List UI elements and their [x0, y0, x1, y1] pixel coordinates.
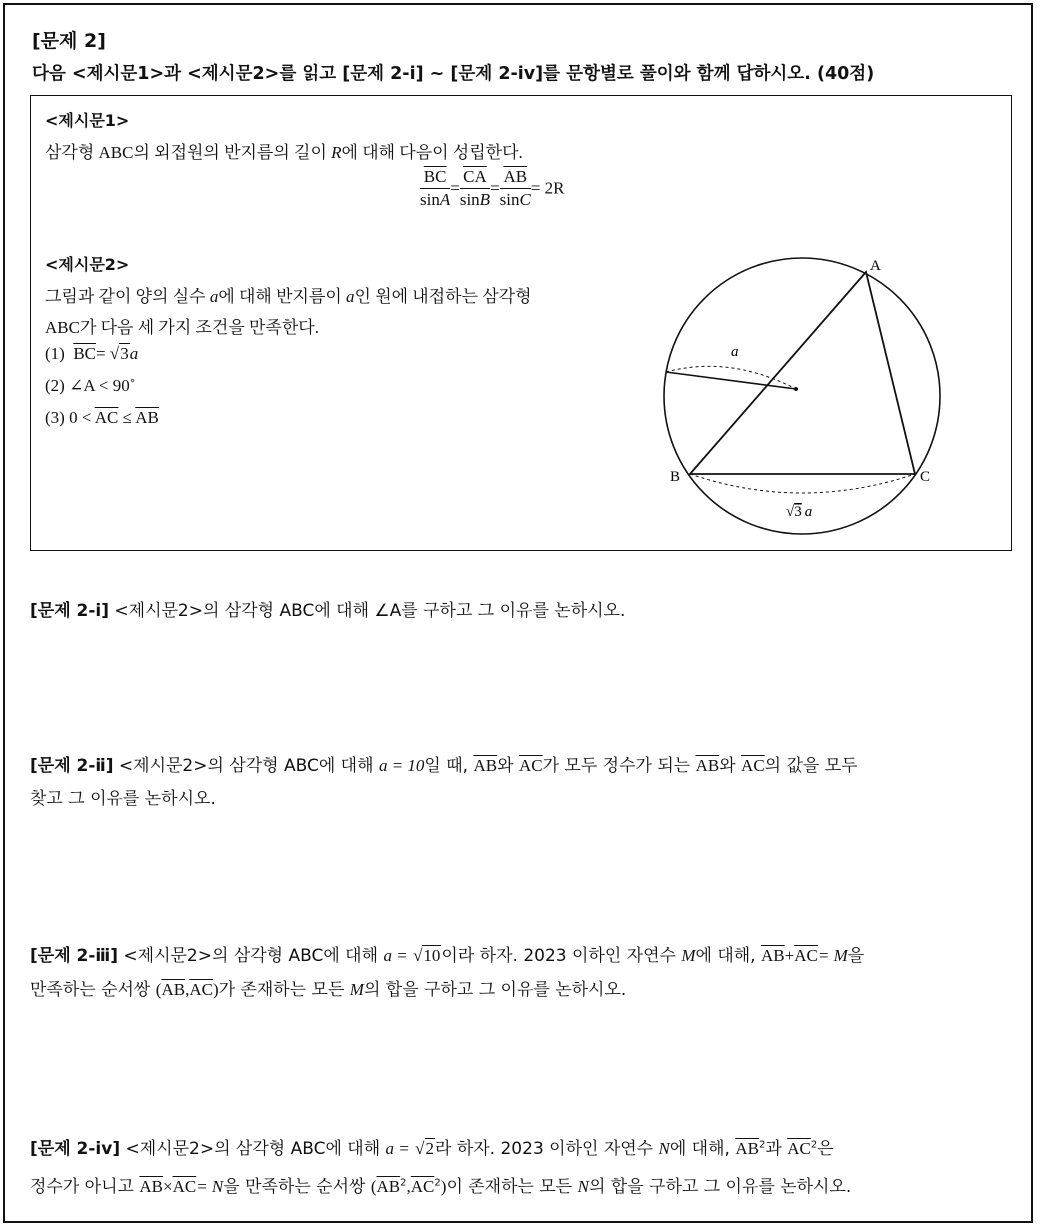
- fraction-bc: $\frac{\overline{BC}}{\sin A}$: [420, 167, 451, 209]
- question-2-iii: [문제 2-ⅲ] <제시문2>의 삼각형 ABC에 대해 a = √10이라 하자. 2023 이하인 자연수 M에 대해, $\overline{AB}+\overline{AC}= M$을: [30, 946, 865, 966]
- condition-2: (2) ∠A < 90˚: [45, 376, 136, 395]
- fraction-ab: $\frac{\overline{AB}}{\sin C}$: [499, 167, 531, 209]
- passage2-line1: 그림과 같이 양의 실수 a에 대해 반지름이 a인 원에 내접하는 삼각형: [45, 287, 532, 306]
- passage1-text: 삼각형 ABC의 외접원의 반지름의 길이 R에 대해 다음이 성립한다.: [45, 143, 523, 162]
- question-2-iii-line2: 만족하는 순서쌍 $(\overline{AB},\overline{AC})$가 존재하는 모든 M의 합을 구하고 그 이유를 논하시오.: [30, 980, 627, 1000]
- label-b-vertex: B: [670, 469, 681, 485]
- problem-instruction: 다음 <제시문1>과 <제시문2>를 읽고 [문제 2-ⅰ] ~ [문제 2-iv]를 문항별로 풀이와 함께 답하시오. (40점): [32, 64, 875, 84]
- condition-3: (3) $0 < \overline{AC} \le \overline{AB}$: [45, 408, 159, 427]
- condition-1: (1) $\overline{BC}= √3a$: [45, 344, 139, 363]
- label-radius: a: [731, 344, 739, 360]
- triangle-abc: [690, 272, 915, 474]
- label-c-vertex: C: [920, 469, 931, 485]
- question-2-i: [문제 2-ⅰ] <제시문2>의 삼각형 ABC에 대해 ∠A를 구하고 그 이유를 논하시오.: [30, 601, 626, 621]
- question-2-iv: [문제 2-iv] <제시문2>의 삼각형 ABC에 대해 a = √2라 하자. 2023 이하인 자연수 N에 대해, $\overline{AB}^2$과 $\overline{AC}^2$은: [30, 1139, 834, 1159]
- passage2-heading: <제시문2>: [45, 255, 130, 274]
- sine-law-formula: $\frac{\overline{BC}}{\sin A}$ = $\frac{\overline{CA}}{\sin B}$ = $\frac{\overline{AB}}{\sin C}$ = 2R: [420, 167, 565, 209]
- question-2-iv-line2: 정수가 아니고 $\overline{AB}\times\overline{AC}= N$을 만족하는 순서쌍 $(\overline{AB}^2,\overline{AC}^2)$이 존재하는 모든 N의 합을 구하고 그 이유를 논하시오.: [30, 1177, 852, 1197]
- radius-arc: [666, 366, 796, 389]
- passage1-heading: <제시문1>: [45, 111, 130, 130]
- bc-arc: [690, 474, 915, 493]
- label-bc-length: √3 a: [786, 504, 813, 520]
- passage2-line2: ABC가 다음 세 가지 조건을 만족한다.: [45, 318, 319, 337]
- question-2-ii: [문제 2-ⅱ] <제시문2>의 삼각형 ABC에 대해 a = 10일 때, $\overline{AB}$와 $\overline{AC}$가 모두 정수가 되는 $\overline{AB}$와 $\overline{AC}$의 값을 모두: [30, 756, 858, 776]
- label-a-vertex: A: [870, 258, 881, 274]
- fraction-ca: $\frac{\overline{CA}}{\sin B}$: [459, 167, 491, 209]
- circle-triangle-figure: [650, 250, 950, 540]
- question-2-ii-line2: 찾고 그 이유를 논하시오.: [30, 789, 216, 809]
- problem-title: [문제 2]: [32, 30, 106, 52]
